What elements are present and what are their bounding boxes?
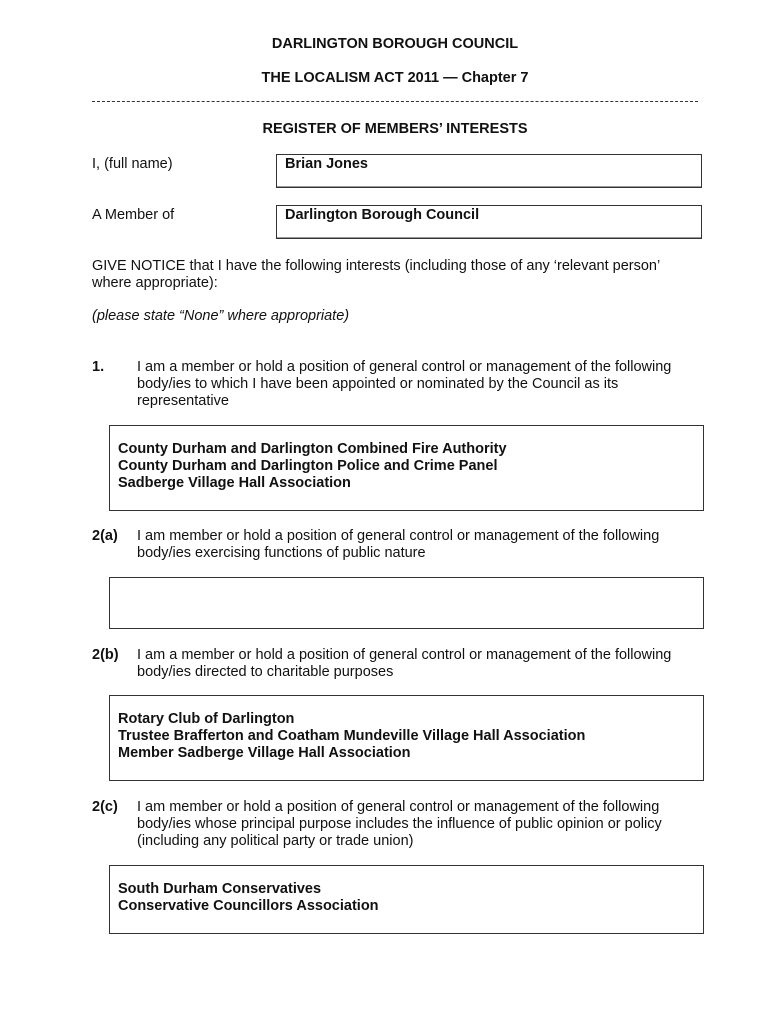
section-text: I am a member or hold a position of general control or management of the following body/ies directed to charitable purposes: [137, 647, 672, 680]
section-text: I am a member or hold a position of general control or management of the following body/ies to which I have been appointed or nominated by the Council as its representative: [137, 359, 672, 409]
full-name-value: Brian Jones: [285, 156, 368, 172]
member-of-field[interactable]: [276, 205, 702, 239]
council-heading: DARLINGTON BOROUGH COUNCIL: [271, 36, 519, 52]
entry-item: County Durham and Darlington Police and Crime Panel: [118, 458, 498, 474]
give-notice-text: GIVE NOTICE that I have the following interests (including those of any ‘relevant person’ where appropriate):: [92, 258, 660, 291]
entry-item: Rotary Club of Darlington: [118, 711, 295, 727]
section-number: 2(b): [92, 647, 119, 663]
entry-item: Sadberge Village Hall Association: [118, 475, 351, 491]
section-2a-entry-box[interactable]: [109, 577, 704, 629]
entry-item: Member Sadberge Village Hall Association: [118, 745, 411, 761]
section-number: 2(a): [92, 528, 118, 544]
entry-item: South Durham Conservatives: [118, 881, 322, 897]
entry-list: [118, 711, 585, 762]
section-2b-entry-box[interactable]: [109, 695, 704, 781]
section-1-entry-box[interactable]: [109, 425, 704, 511]
register-heading: REGISTER OF MEMBERS’ INTERESTS: [262, 121, 528, 137]
section-number: 2(c): [92, 799, 118, 815]
section-number: 1.: [92, 359, 105, 375]
none-instruction: (please state “None” where appropriate): [92, 308, 350, 324]
entry-item: Trustee Brafferton and Coatham Mundeville Village Hall Association: [118, 728, 586, 744]
entry-list: [118, 441, 507, 492]
section-2c-entry-box[interactable]: [109, 865, 704, 934]
member-of-value: Darlington Borough Council: [285, 207, 480, 223]
full-name-label: I, (full name): [92, 156, 173, 172]
entry-list: [118, 881, 379, 915]
act-heading: THE LOCALISM ACT 2011 — Chapter 7: [261, 70, 529, 86]
section-text: I am member or hold a position of general control or management of the following body/ies whose principal purpose includes the influence of public opinion or policy (including any political party or trade union): [137, 799, 662, 849]
full-name-field[interactable]: [276, 154, 702, 188]
member-of-label: A Member of: [92, 207, 175, 223]
divider: [92, 101, 698, 102]
entry-item: Conservative Councillors Association: [118, 898, 379, 914]
entry-item: County Durham and Darlington Combined Fire Authority: [118, 441, 507, 457]
section-text: I am member or hold a position of general control or management of the following body/ies exercising functions of public nature: [137, 528, 660, 561]
